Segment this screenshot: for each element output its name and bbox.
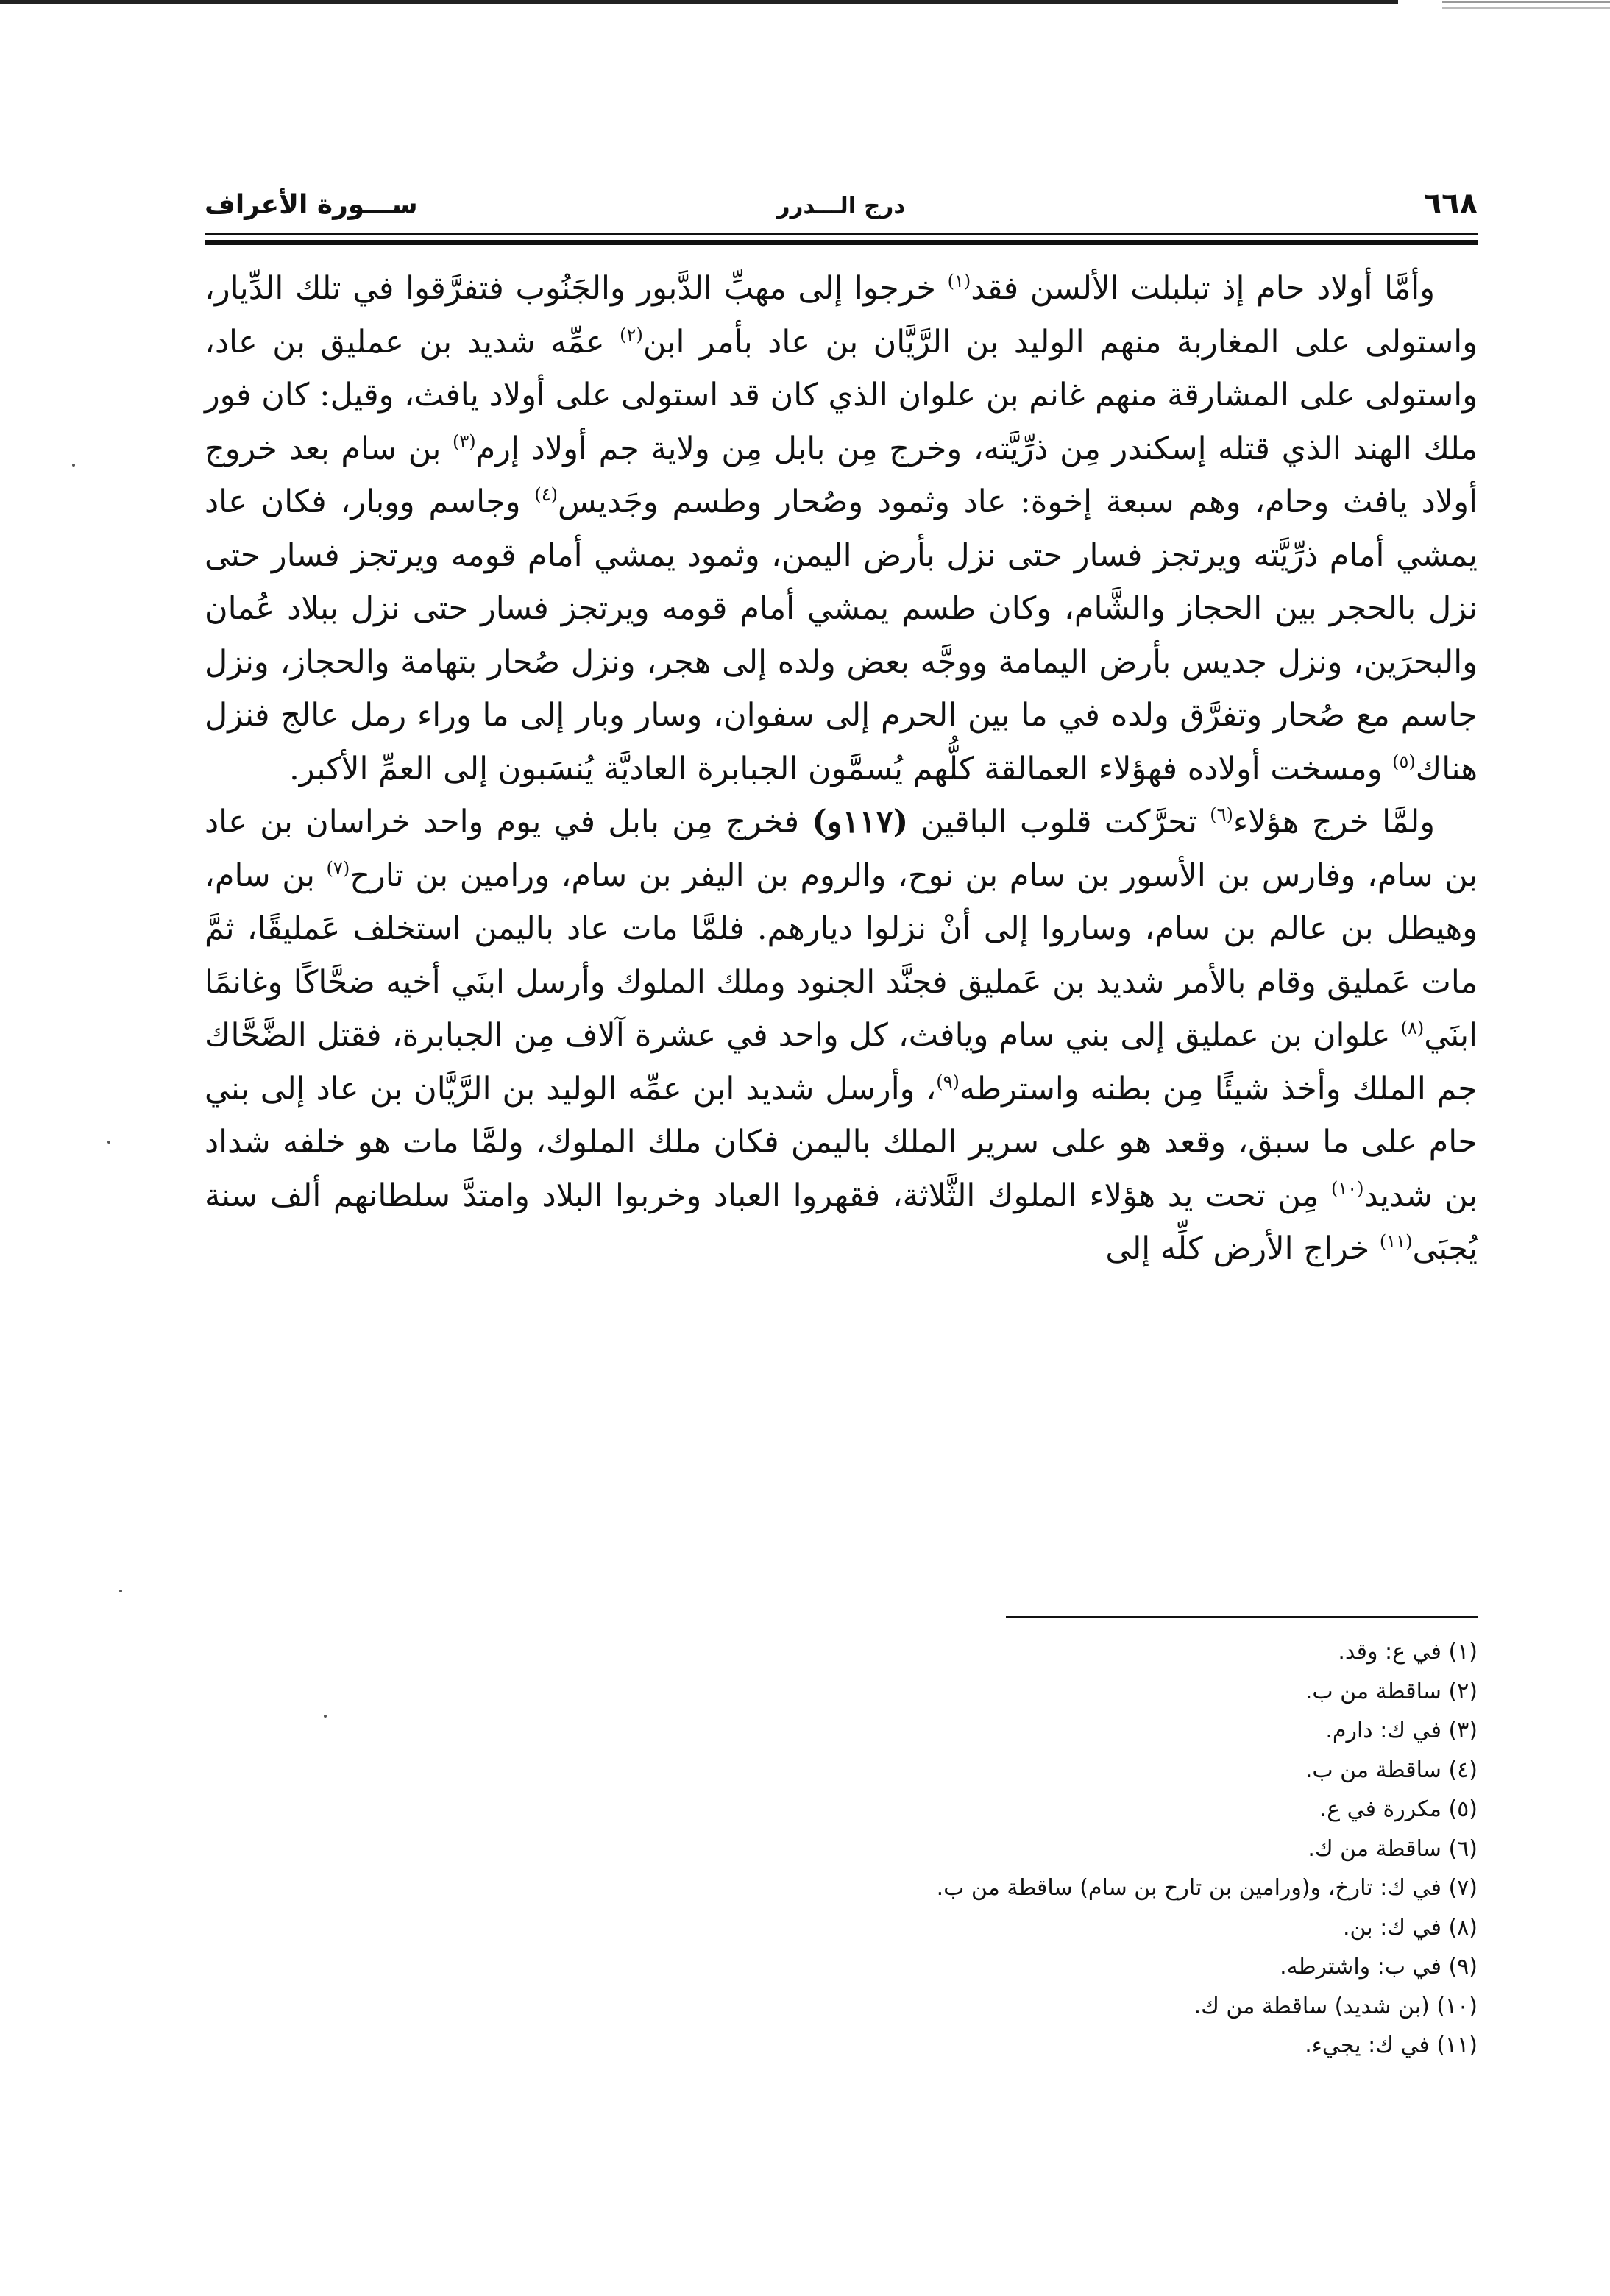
footnote-ref: (٦) — [1210, 804, 1233, 825]
text-run: ولمَّا خرج هؤلاء — [1233, 804, 1435, 840]
footnote-ref: (٢) — [620, 324, 643, 345]
book-title: درج الـــدرر — [776, 193, 906, 219]
footnote: (٧) في ك: تارخ، و(ورامين بن تارح بن سام) ساقطة من ب. — [936, 1875, 1478, 1901]
text-run: وأمَّا أولاد حام إذ تبلبلت الألسن فقد — [971, 270, 1436, 307]
scan-speck — [107, 1141, 110, 1144]
page-number: ٦٦٨ — [1423, 187, 1478, 221]
footnotes — [294, 1632, 1478, 2066]
scan-speck — [119, 1590, 122, 1592]
text-run: عمِّه شديد بن عمليق بن عاد، واستولى على المشارقة منهم غانم بن علوان الذي كان قد استولى على أولاد يافث، وقيل: كان فور ملك الهند الذي قتله إسكندر مِن ذرِّيَّته، وخرج مِن بابل مِن ولاية جم أولاد إرم — [205, 323, 1478, 467]
scan-edge-mark — [1442, 1, 1610, 3]
running-header — [205, 184, 1478, 235]
footnote: (٨) في ك: بن. — [1342, 1914, 1478, 1941]
header-rule-thick — [205, 240, 1478, 245]
main-text — [205, 262, 1478, 1276]
text-run: وجاسم ووبار، فكان عاد يمشي أمام ذرِّيَّته ويرتجز فسار حتى نزل بأرض اليمن، وثمود يمشي أمام قومه ويرتجز فسار حتى نزل بالحجر بين الحجاز والشَّام، وكان طسم يمشي أمام قومه ويرتجز فسار حتى نزل ببلاد عُمان والبحرَين، ونزل جديس بأرض اليمامة ووجَّه بعض ولده إلى هجر، ونزل صُحار بتهامة والحجاز، ونزل جاسم مع صُحار وتفرَّق ولده في ما بين الحرم إلى سفوان، وسار وبار إلى ما وراء رمل عالج فنزل هناك — [205, 483, 1478, 787]
footnote-separator — [1006, 1616, 1478, 1618]
footnote: (٥) مكررة في ع. — [1319, 1796, 1478, 1822]
footnote-ref: (٩) — [936, 1071, 960, 1092]
scan-edge-top — [0, 0, 1398, 4]
footnote: (٢) ساقطة من ب. — [1305, 1678, 1478, 1704]
text-run: فخرج مِن بابل في يوم واحد خراسان بن عاد بن سام، وفارس بن الأسور بن سام بن نوح، والروم بن اليفر بن سام، ورامين بن تارح — [205, 804, 1478, 894]
footnote-ref: (١٠) — [1330, 1177, 1364, 1199]
scan-speck — [324, 1715, 327, 1718]
footnote-ref: (٨) — [1400, 1018, 1425, 1038]
footnote: (١) في ع: وقد. — [1338, 1639, 1478, 1665]
footnote-ref: (٤) — [534, 484, 558, 505]
footnote: (١١) في ك: يجيء. — [1305, 2033, 1478, 2058]
footnote: (٩) في ب: واشترطه. — [1280, 1954, 1478, 1980]
footnote-ref: (١) — [947, 271, 971, 291]
text-run: خرجوا إلى مهبِّ الدَّبور والجَنُوب فتفرَّقوا في تلك الدِّيار، واستولى على المغاربة منهم الوليد بن الرَّيَّان بن عاد بأمر ابن — [205, 270, 1478, 361]
manuscript-folio-ref: (١١٧و) — [812, 804, 909, 840]
footnote-ref: (١١) — [1379, 1231, 1413, 1252]
footnote: (١٠) (بن شديد) ساقطة من ك. — [1194, 1993, 1478, 2019]
text-run: ومسخت أولاده فهؤلاء العمالقة كلُّهم يُسمَّون الجبابرة العاديَّة يُنسَبون إلى العمِّ الأكبر. — [289, 750, 1393, 787]
surah-title: ســـورة الأعراف — [205, 190, 418, 220]
text-run: بن سام بعد خروج أولاد يافث وحام، وهم سبعة إخوة: عاد وثمود وصُحار وطسم وجَديس — [205, 430, 1478, 520]
scan-edge-mark — [1442, 7, 1610, 9]
footnote: (٣) في ك: دارم. — [1325, 1718, 1478, 1743]
text-run: بن سام، وهيطل بن عالم بن سام، وساروا إلى أنْ نزلوا ديارهم. فلمَّا مات عاد باليمن استخلف عَمليقًا، ثمَّ مات عَمليق وقام بالأمر شديد بن عَمليق فجنَّد الجنود وملك الملوك وأرسل ابنَي أخيه ضحَّاكًا وغانمًا ابنَي — [205, 857, 1478, 1054]
text-run: ، وأرسل شديد ابن عمِّه الوليد بن الرَّيَّان بن عاد إلى بني حام على ما سبق، وقعد هو على سرير الملك باليمن فكان ملك الملوك، ولمَّا مات هو خلفه شداد بن شديد — [205, 1070, 1478, 1214]
text-run: خراج الأرض كلِّه إلى — [1105, 1230, 1380, 1267]
scan-speck — [72, 464, 75, 467]
footnote-ref: (٧) — [326, 857, 350, 879]
footnote-ref: (٣) — [453, 431, 476, 452]
text-run: علوان بن عمليق إلى بني سام ويافث، كل واحد في عشرة آلاف مِن الجبابرة، فقتل الضَّحَّاك جم الملك وأخذ شيئًا مِن بطنه واسترطه — [205, 1017, 1478, 1108]
text-run: مِن تحت يد هؤلاء الملوك الثَّلاثة، فقهروا العباد وخربوا البلاد وامتدَّ سلطانهم ألف سنة يُجبَى — [205, 1177, 1478, 1267]
paragraph — [205, 262, 1478, 796]
header-rule — [205, 233, 1478, 235]
footnote: (٤) ساقطة من ب. — [1305, 1757, 1478, 1783]
text-run: تحرَّكت قلوب الباقين — [908, 804, 1210, 840]
footnote-ref: (٥) — [1392, 751, 1416, 772]
paragraph — [205, 796, 1478, 1276]
footnote: (٦) ساقطة من ك. — [1308, 1835, 1478, 1862]
